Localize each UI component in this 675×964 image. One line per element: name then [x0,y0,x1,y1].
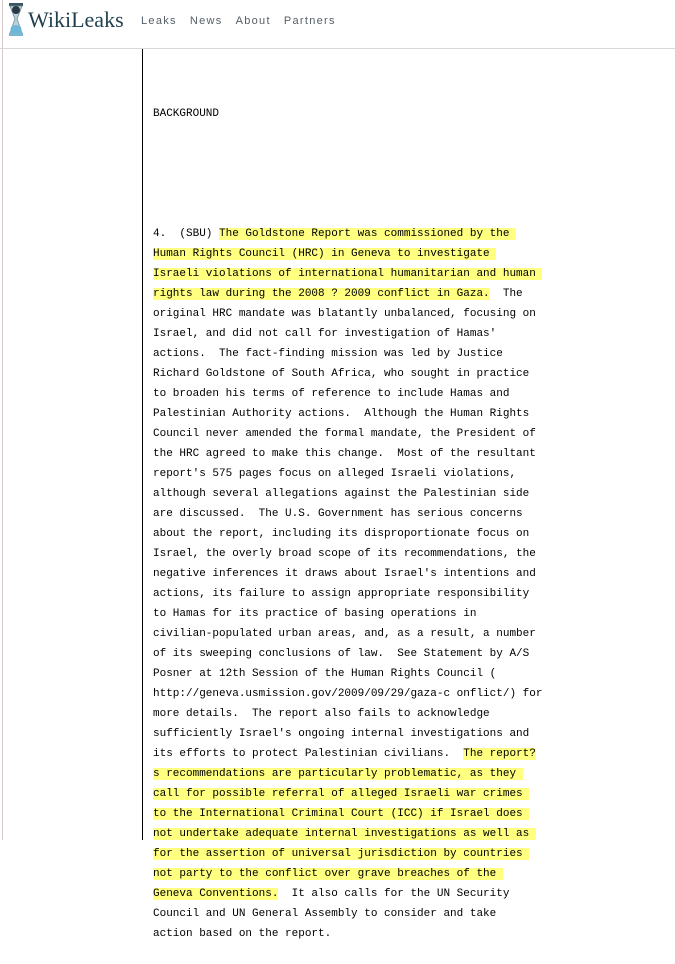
main-nav [141,15,336,27]
text-segment: Council never amended the formal mandate, the President of [153,428,536,440]
text-segment: about the report, including its disproportionate focus on [153,528,530,540]
site-header [0,0,675,49]
text-segment: civilian-populated urban areas, and, as a result, a number [153,628,536,640]
text-segment: Posner at 12th Session of the Human Rights Council ( [153,668,497,680]
highlighted-text: Geneva Conventions. [153,888,279,900]
nav-about[interactable]: About [235,15,271,27]
text-line [153,904,542,924]
text-line [153,384,542,404]
text-segment: report's 575 pages focus on alleged Israeli violations, [153,468,517,480]
highlighted-text: The report? [463,748,536,760]
text-segment: action based on the report. [153,928,332,940]
text-line [153,864,542,884]
text-line [153,364,542,384]
highlighted-text: rights law during the 2008 ? 2009 conflict in Gaza. [153,288,490,300]
nav-news[interactable]: News [189,15,223,27]
text-line [153,744,542,764]
text-line [153,724,542,744]
text-segment: Israel, and did not call for investigation of Hamas' [153,328,497,340]
text-line [153,304,542,324]
cable-text [153,64,542,964]
text-segment: negative inferences it draws about Israel's intentions and [153,568,536,580]
page-left-border [2,0,3,840]
text-line [153,564,542,584]
text-line [153,404,542,424]
text-segment: are discussed. The U.S. Government has serious concerns [153,508,523,520]
nav-leaks[interactable]: Leaks [141,15,177,27]
text-line [153,444,542,464]
text-segment: its efforts to protect Palestinian civilians. [153,748,464,760]
text-segment: actions. The fact-finding mission was led by Justice [153,348,503,360]
text-line [153,884,542,904]
text-segment: the HRC agreed to make this change. Most of the resultant [153,448,536,460]
section-heading: BACKGROUND [153,108,220,120]
text-line [153,704,542,724]
text-line [153,524,542,544]
content-divider [142,49,143,840]
text-segment: to broaden his terms of reference to include Hamas and [153,388,510,400]
highlighted-text: not undertake adequate internal investigations as well as [153,828,536,840]
text-line [153,544,542,564]
text-segment: to Hamas for its practice of basing operations in [153,608,477,620]
text-segment: actions, its failure to assign appropriate responsibility [153,588,530,600]
highlighted-text: s recommendations are particularly problematic, as they [153,768,523,780]
text-line [153,624,542,644]
text-line [153,424,542,444]
text-segment: original HRC mandate was blatantly unbalanced, focusing on [153,308,536,320]
highlighted-text: Israeli violations of international humanitarian and human [153,268,543,280]
text-line [153,224,542,244]
text-segment: Richard Goldstone of South Africa, who sought in practice [153,368,530,380]
text-segment: 4. (SBU) [153,228,220,240]
text-line [153,264,542,284]
text-segment: It also calls for the UN Security [278,888,510,900]
highlighted-text: The Goldstone Report was commissioned by the [219,228,517,240]
text-line [153,344,542,364]
text-segment: although several allegations against the Palestinian side [153,488,530,500]
highlighted-text: call for possible referral of alleged Israeli war crimes [153,788,530,800]
text-line [153,464,542,484]
text-segment: The [489,288,523,300]
text-line [153,844,542,864]
text-segment: Council and UN General Assembly to consider and take [153,908,497,920]
text-segment: sufficiently Israel's ongoing internal investigations and [153,728,530,740]
text-line [153,764,542,784]
text-line [153,804,542,824]
highlighted-text: for the assertion of universal jurisdiction by countries [153,848,530,860]
paragraph [153,224,542,944]
highlighted-text: not party to the conflict over grave breaches of the [153,868,503,880]
text-line [153,604,542,624]
text-line [153,644,542,664]
text-line [153,664,542,684]
text-line [153,284,542,304]
text-line [153,784,542,804]
highlighted-text: to the International Criminal Court (ICC) if Israel does [153,808,530,820]
text-segment: of its sweeping conclusions of law. See Statement by A/S [153,648,530,660]
text-line [153,244,542,264]
text-line [153,924,542,944]
text-segment: http://geneva.usmission.gov/2009/09/29/gaza-c onflict/) for [153,688,543,700]
brand-name[interactable]: WikiLeaks [28,7,124,32]
text-line [153,584,542,604]
text-segment: Palestinian Authority actions. Although the Human Rights [153,408,530,420]
text-line [153,484,542,504]
text-line [153,324,542,344]
text-segment: more details. The report also fails to acknowledge [153,708,490,720]
nav-partners[interactable]: Partners [283,15,336,27]
highlighted-text: Human Rights Council (HRC) in Geneva to investigate [153,248,497,260]
text-segment: Israel, the overly broad scope of its recommendations, the [153,548,536,560]
wikileaks-hourglass-logo-icon [7,3,25,37]
text-line [153,684,542,704]
text-line [153,824,542,844]
text-line [153,504,542,524]
